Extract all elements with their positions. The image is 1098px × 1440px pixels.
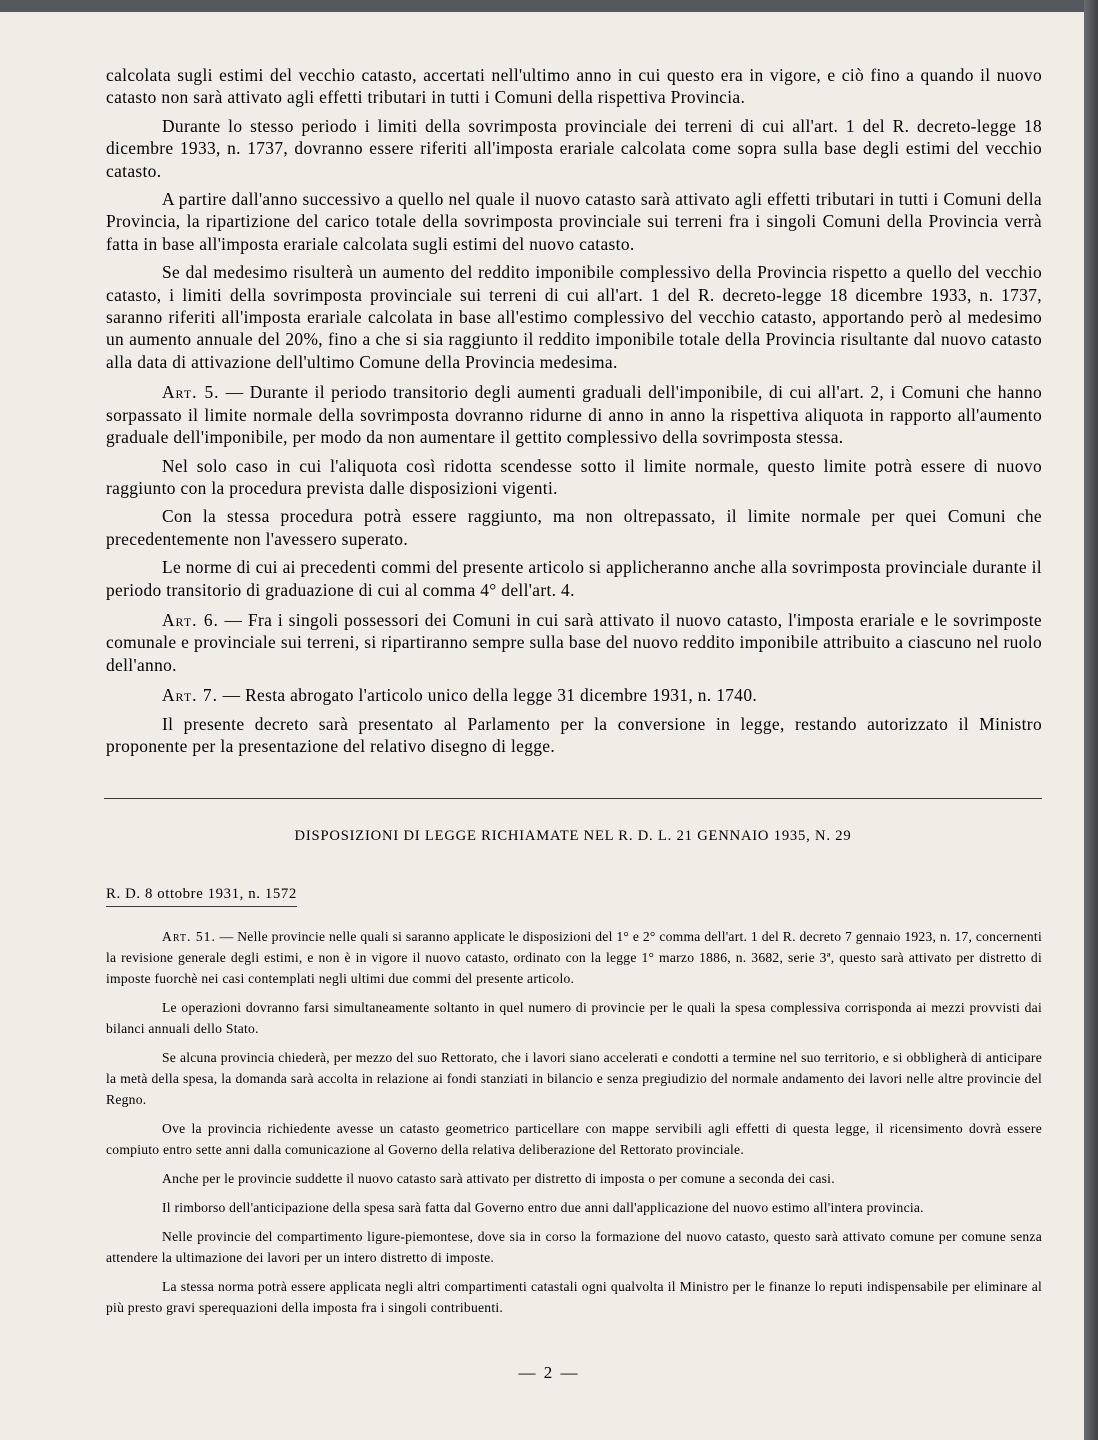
paragraph: La stessa norma potrà essere applicata negli altri compartimenti catastali ogni qualvolta il Ministro per le finanze lo reputi indispensabile per eliminare al più presto gravi sperequazioni della imposta fra i singoli contribuenti. [106,1279,1042,1315]
article-text: — Fra i singoli possessori dei Comuni in cui sarà attivato il nuovo catasto, l'imposta erariale e le sovrimposte comunale e provinciale sui terreni, si ripartiranno sempre sulla base del nuovo reddito imponibile attribuito a ciascuno nel ruolo dell'anno. [106,609,1042,675]
paragraph: Nelle provincie del compartimento ligure-piemontese, dove sia in corso la formazione del nuovo catasto, questo sarà attivato comune per comune senza attendere la ultimazione dei lavori per un intero distretto di imposte. [106,1229,1042,1265]
article-text: — Durante il periodo transitorio degli aumenti graduali dell'imponibile, di cui all'art. 2, i Comuni che hanno sorpassato il limite normale della sovrimposta dovranno ridurne di anno in anno la rispettiva aliquota in rapporto all'aumento graduale dell'imponibile, per modo da non aumentare il gettito complessivo della sovrimposta stessa. [106,382,1042,448]
paragraph: Se alcuna provincia chiederà, per mezzo del suo Rettorato, che i lavori siano accelerati e condotti a termine nel suo territorio, e si obbligherà di anticipare la metà della spesa, la domanda sarà accolta in relazione ai fondi stanziati in bilancio e senza pregiudizio del normale andamento dei lavori nelle altre provincie del Regno. [106,1050,1042,1107]
article-label: Art. 5. [162,382,220,403]
paragraph: Con la stessa procedura potrà essere raggiunto, ma non oltrepassato, il limite normale per quei Comuni che precedentemente non l'avessero superato. [106,506,1042,549]
article-7 [106,684,1042,706]
paragraph: A partire dall'anno successivo a quello nel quale il nuovo catasto sarà attivato agli effetti tributari in tutti i Comuni della Provincia, la ripartizione del carico totale della sovrimposta provinciale sui terreni fra i singoli Comuni della Provincia verrà fatta in base all'imposta erariale calcolata sugli estimi del nuovo catasto. [106,189,1042,254]
paragraph: Nel solo caso in cui l'aliquota così ridotta scendesse sotto il limite normale, questo limite potrà essere di nuovo raggiunto con la procedura prevista dalle disposizioni vigenti. [106,455,1042,498]
cited-provisions [106,926,1042,1326]
article-5 [106,381,1042,448]
article-label: Art. 51. [162,929,216,944]
article-label: Art. 7. [162,685,218,706]
paragraph: Il presente decreto sarà presentato al Parlamento per la conversione in legge, restando autorizzato il Ministro proponente per la presentazione del relativo disegno di legge. [106,713,1042,756]
decree-reference: R. D. 8 ottobre 1931, n. 1572 [106,886,297,907]
paragraph: Le norme di cui ai precedenti commi del presente articolo si applicheranno anche alla sovrimposta provinciale durante il periodo transitorio di graduazione di cui al comma 4° dell'art. 4. [106,557,1042,600]
main-body [106,64,1042,763]
paragraph: Anche per le provincie suddette il nuovo catasto sarà attivato per distretto di imposta o per comune a seconda dei casi. [162,1171,835,1186]
section-divider [104,798,1042,799]
scan-edge [1084,0,1098,1440]
page-number: — 2 — [518,1363,580,1382]
paragraph: calcolata sugli estimi del vecchio catasto, accertati nell'ultimo anno in cui questo era in vigore, e ciò fino a quando il nuovo catasto non sarà attivato agli effetti tributari in tutti i Comuni della rispettiva Provincia. [106,65,1042,108]
article-text: — Nelle provincie nelle quali si saranno applicate le disposizioni del 1° e 2° comma dell'art. 1 del R. decreto 7 gennaio 1923, n. 17, concernenti la revisione generale degli estimi, e non è in vigore il nuovo catasto, ordinato con la legge 1° marzo 1886, n. 3682, serie 3ª, questo sarà attivato per distretto di imposte fuorchè nei casi contemplati negli ultimi due commi del presente articolo. [106,929,1042,986]
paragraph: Se dal medesimo risulterà un aumento del reddito imponibile complessivo della Provincia rispetto a quello del vecchio catasto, i limiti della sovrimposta provinciale sui terreni di cui all'art. 1 del R. decreto-legge 18 dicembre 1933, n. 1737, saranno riferiti all'imposta erariale calcolata in base all'estimo complessivo del vecchio catasto, apportando però al medesimo un aumento annuale del 20%, fino a che si sia raggiunto il reddito imponibile totale della Provincia risultante dal nuovo catasto alla data di attivazione dell'ultimo Comune della Provincia medesima. [106,262,1042,372]
paragraph: Ove la provincia richiedente avesse un catasto geometrico particellare con mappe servibili agli effetti di questa legge, il ricensimento dovrà essere compiuto entro sette anni dalla comunicazione al Governo della relativa deliberazione del Rettorato provinciale. [106,1121,1042,1157]
article-label: Art. 6. [162,609,219,630]
section-heading: DISPOSIZIONI DI LEGGE RICHIAMATE NEL R. D. L. 21 GENNAIO 1935, N. 29 [294,828,852,844]
paragraph: Durante lo stesso periodo i limiti della sovrimposta provinciale dei terreni di cui all'art. 1 del R. decreto-legge 18 dicembre 1933, n. 1737, dovranno essere riferiti all'imposta erariale calcolata come sopra sulla base degli estimi del vecchio catasto. [106,115,1042,181]
article-51 [106,926,1042,989]
article-6 [106,609,1042,676]
paragraph: Il rimborso dell'anticipazione della spesa sarà fatta dal Governo entro due anni dall'applicazione del nuovo estimo all'intera provincia. [162,1200,924,1215]
paragraph: Le operazioni dovranno farsi simultaneamente soltanto in quel numero di provincie per le quali la spesa complessiva corrisponda ai mezzi provvisti dai bilanci annuali dello Stato. [106,1000,1042,1036]
article-text: — Resta abrogato l'articolo unico della legge 31 dicembre 1931, n. 1740. [222,685,758,706]
